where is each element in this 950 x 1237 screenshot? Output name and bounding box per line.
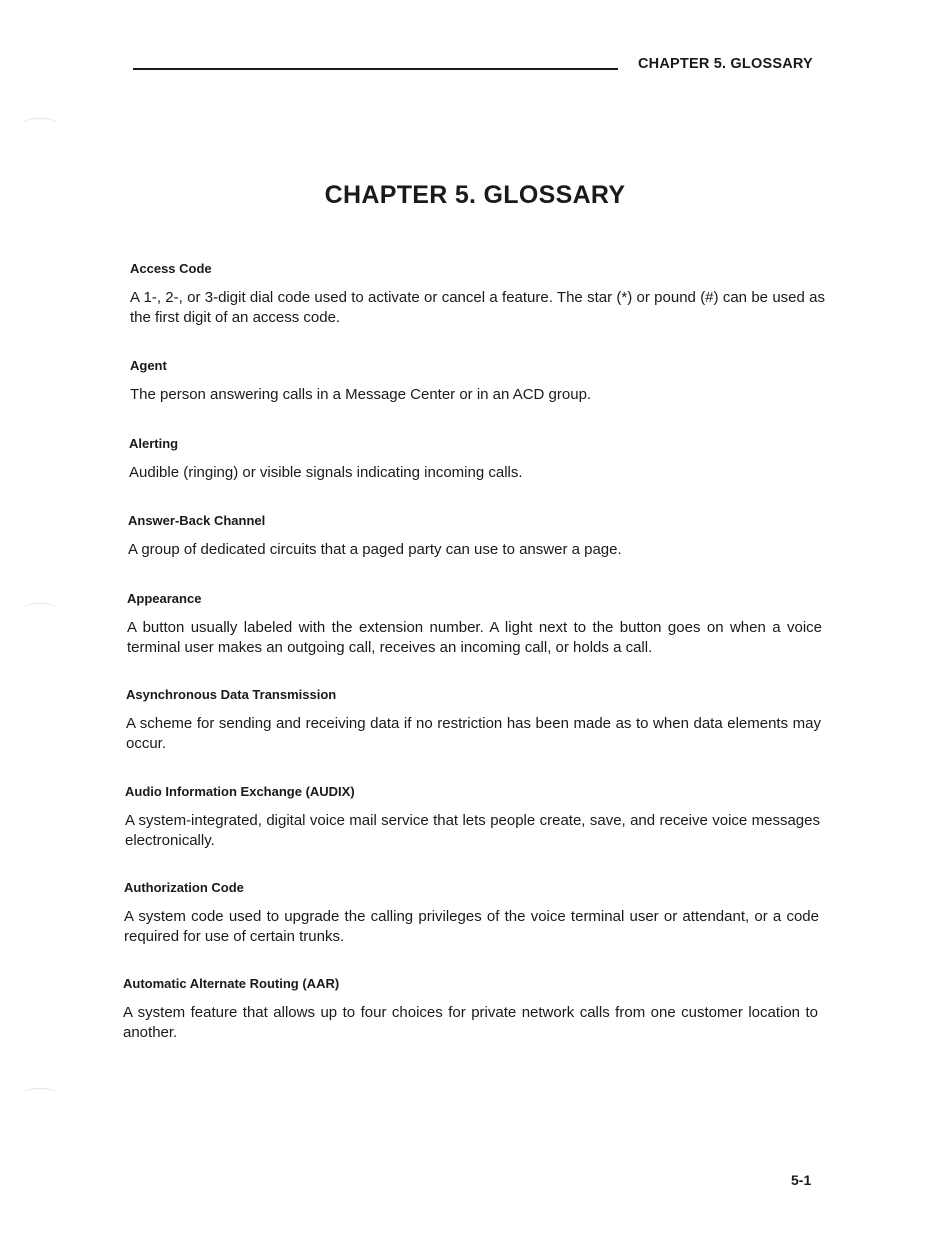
binder-hole-mark (22, 603, 58, 614)
glossary-term: Automatic Alternate Routing (AAR) (123, 976, 340, 991)
glossary-definition: Audible (ringing) or visible signals indicating incoming calls. (129, 464, 523, 481)
glossary-definition: A system feature that allows up to four choices for private network calls from one customer location to another. (123, 1004, 818, 1041)
glossary-entry (129, 436, 824, 483)
glossary-entry (130, 358, 825, 405)
glossary-definition: A system code used to upgrade the calling privileges of the voice terminal user or attendant, or a code required for use of certain trunks. (124, 908, 819, 945)
glossary-entry (130, 261, 825, 327)
glossary-entry (126, 687, 821, 753)
running-header: CHAPTER 5. GLOSSARY (638, 56, 813, 72)
glossary-term: Authorization Code (124, 880, 244, 895)
glossary-term: Asynchronous Data Transmission (126, 687, 337, 702)
glossary-term: Audio Information Exchange (AUDIX) (125, 784, 355, 799)
glossary-definition: The person answering calls in a Message Center or in an ACD group. (130, 386, 592, 403)
binder-hole-mark (22, 118, 58, 129)
glossary-entry (125, 784, 820, 850)
glossary-term: Agent (130, 358, 167, 373)
glossary-definition: A system-integrated, digital voice mail service that lets people create, save, and receive voice messages electronically. (125, 812, 820, 849)
page-title: CHAPTER 5. GLOSSARY (324, 181, 626, 209)
page-number: 5-1 (791, 1172, 812, 1188)
glossary-entry (127, 591, 822, 657)
glossary-definition: A 1-, 2-, or 3-digit dial code used to activate or cancel a feature. The star (*) or pound (#) can be used as the first digit of an access code. (130, 289, 825, 326)
glossary-term: Access Code (130, 261, 212, 276)
glossary-term: Answer-Back Channel (128, 513, 266, 528)
glossary-term: Appearance (127, 591, 202, 606)
binder-hole-mark (22, 1088, 58, 1099)
glossary-entry (123, 976, 818, 1042)
glossary-term: Alerting (129, 436, 179, 451)
header-rule (133, 68, 618, 70)
glossary-entry (124, 880, 819, 946)
glossary-entry (128, 513, 823, 560)
glossary-definition: A button usually labeled with the extension number. A light next to the button goes on when a voice terminal user makes an outgoing call, receives an incoming call, or holds a call. (127, 619, 822, 656)
glossary-definition: A group of dedicated circuits that a paged party can use to answer a page. (128, 541, 622, 558)
glossary-definition: A scheme for sending and receiving data if no restriction has been made as to when data elements may occur. (126, 715, 821, 752)
